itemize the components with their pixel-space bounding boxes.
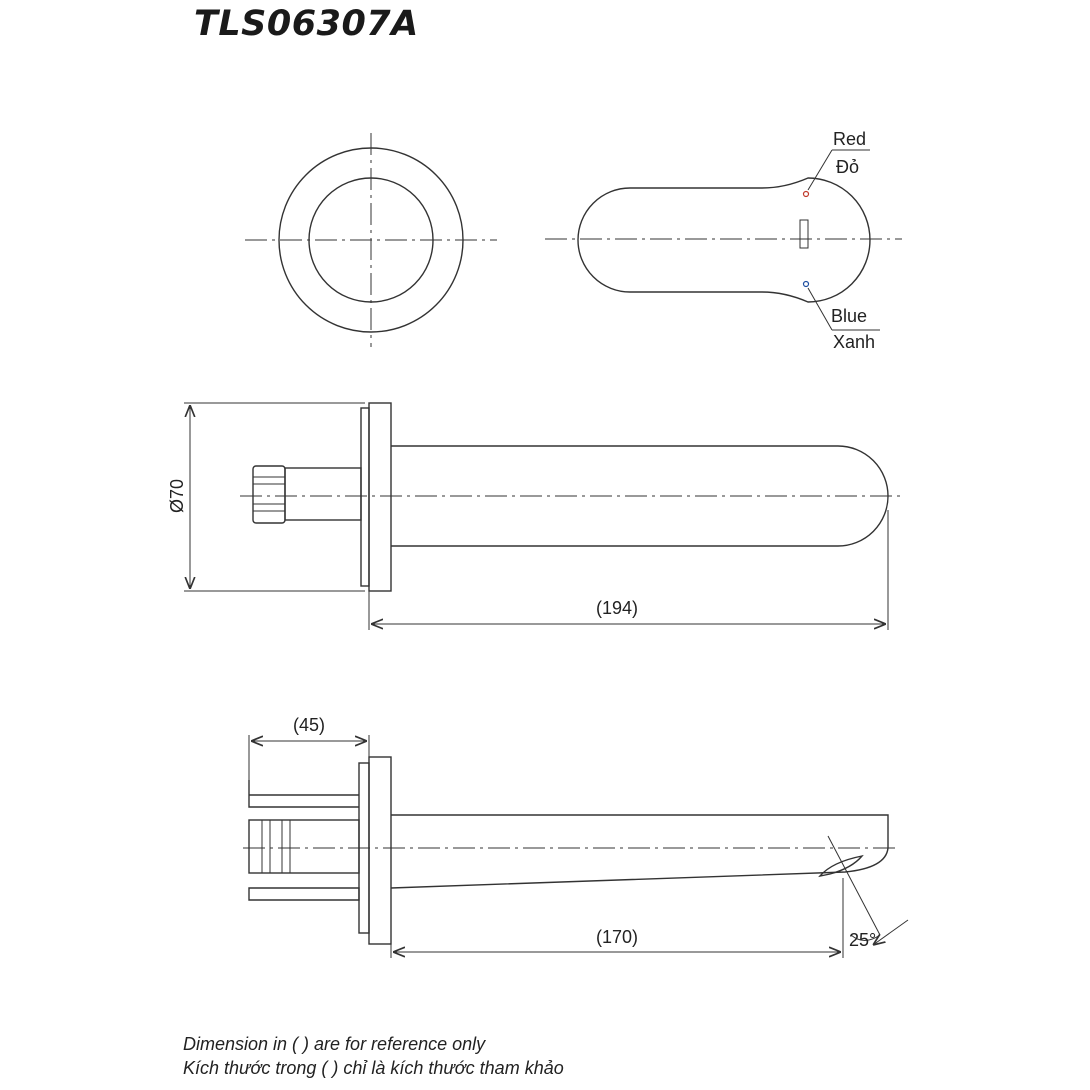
label-angle: 25°: [849, 930, 877, 950]
label-blue-vi: Xanh: [833, 332, 876, 352]
label-red-vi: Đỏ: [836, 157, 860, 177]
connector-shaft: [285, 468, 361, 520]
brand-logo-mark: [800, 220, 808, 248]
label-blue: Blue: [831, 306, 868, 326]
elev-wall-plate: [369, 757, 391, 944]
blue-leader-line: [808, 288, 832, 330]
label-length-spout: (170): [595, 927, 639, 947]
top-view: [545, 129, 902, 352]
spout-top-outline: [578, 178, 870, 302]
elev-bracket-top: [249, 780, 359, 807]
label-depth: (45): [292, 715, 326, 735]
elev-bracket-bottom: [249, 888, 359, 900]
model-title: TLS06307A: [194, 4, 419, 44]
elev-connector: [249, 820, 359, 873]
label-diameter: Ø70: [167, 478, 187, 514]
red-leader-line: [808, 150, 832, 190]
note-english: Dimension in ( ) are for reference only: [183, 1034, 486, 1054]
label-length-total: (194): [595, 598, 639, 618]
red-indicator-dot: [804, 192, 809, 197]
angle-leader-line: [828, 836, 880, 935]
threaded-connector: [253, 466, 285, 523]
elevation-view: [243, 715, 908, 958]
blue-indicator-dot: [804, 282, 809, 287]
elev-spout-body: [391, 815, 888, 888]
side-view: [167, 403, 905, 630]
wall-plate: [369, 403, 391, 591]
wall-plate-back: [361, 408, 369, 586]
note-vietnamese: Kích thước trong ( ) chỉ là kích thước tham khảo: [183, 1058, 564, 1078]
front-view: [245, 133, 497, 347]
label-red: Red: [833, 129, 867, 149]
